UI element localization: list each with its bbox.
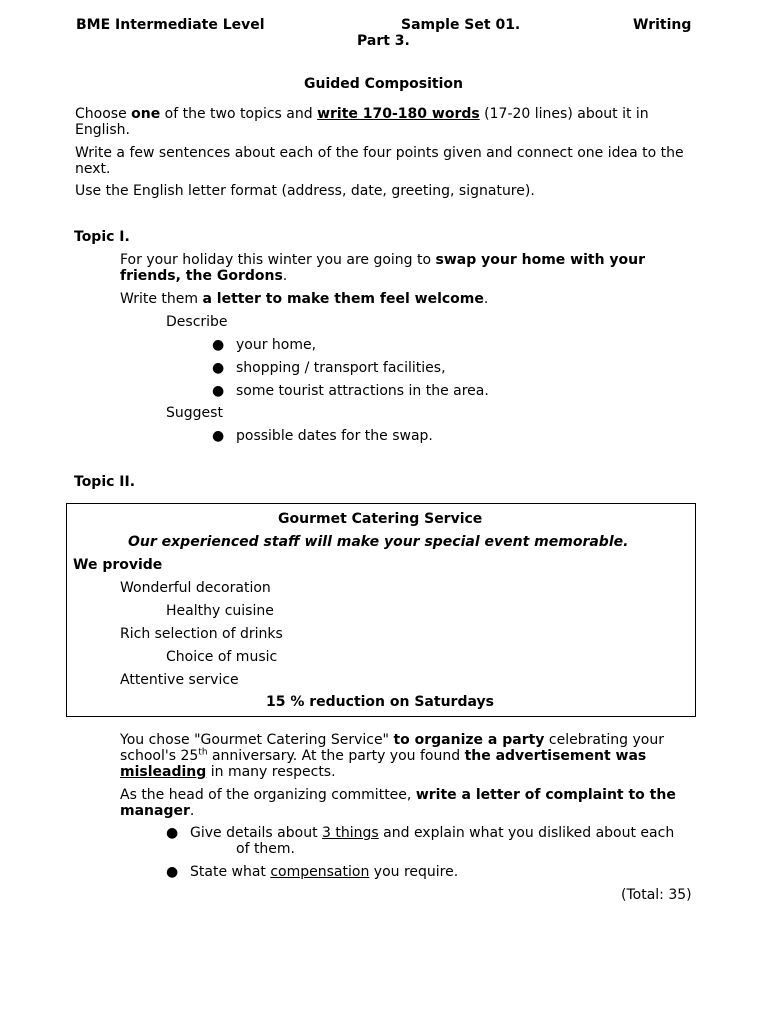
describe-item: shopping / transport facilities,	[236, 360, 446, 376]
topic-2-para-2: As the head of the organizing committee, write a letter of complaint to the	[120, 787, 676, 803]
ad-title: Gourmet Catering Service	[278, 511, 483, 527]
bullet-icon: ●	[212, 337, 225, 353]
topic-1-heading: Topic I.	[74, 229, 130, 245]
topic-2-heading: Topic II.	[74, 474, 136, 490]
topic-1-intro: For your holiday this winter you are going to swap your home with your	[120, 252, 646, 268]
ad-item: Choice of music	[166, 649, 278, 665]
topic-1-write: Write them a letter to make them feel welcome.	[120, 291, 489, 307]
bullet-icon: ●	[166, 825, 179, 841]
instruction-line-2: Write a few sentences about each of the four points given and connect one idea to the	[75, 145, 684, 161]
topic-2-bullet-2: State what compensation you require.	[190, 864, 459, 880]
describe-label: Describe	[166, 314, 228, 330]
suggest-item: possible dates for the swap.	[236, 428, 433, 444]
describe-item: some tourist attractions in the area.	[236, 383, 489, 399]
bullet-icon: ●	[212, 360, 225, 376]
topic-2-para-1-line-3: misleading in many respects.	[120, 764, 336, 780]
header-part: Part 3.	[357, 33, 410, 49]
topic-1-intro-cont: friends, the Gordons.	[120, 268, 288, 284]
instruction-line-3: Use the English letter format (address, date, greeting, signature).	[75, 183, 535, 199]
ad-item: Attentive service	[120, 672, 239, 688]
instruction-line-1-cont: English.	[75, 122, 131, 138]
topic-2-bullet-1-cont: of them.	[236, 841, 296, 857]
bullet-icon: ●	[212, 428, 225, 444]
bullet-icon: ●	[166, 864, 179, 880]
bullet-icon: ●	[212, 383, 225, 399]
ad-slogan: Our experienced staff will make your special event memorable.	[128, 534, 629, 550]
ad-reduction: 15 % reduction on Saturdays	[266, 694, 494, 710]
describe-item: your home,	[236, 337, 317, 353]
ad-item: Healthy cuisine	[166, 603, 274, 619]
topic-2-para-2-cont: manager.	[120, 803, 195, 819]
header-set: Sample Set 01.	[401, 17, 521, 33]
topic-2-bullet-1: Give details about 3 things and explain what you disliked about each	[190, 825, 675, 841]
topic-2-para-1-line-2: school's 25th anniversary. At the party you found the advertisement was	[120, 747, 647, 764]
page-title: Guided Composition	[304, 76, 463, 92]
header-level: BME Intermediate Level	[76, 17, 265, 33]
instruction-line-1: Choose one of the two topics and write 170-180 words (17-20 lines) about it in	[75, 106, 649, 122]
instruction-line-2-cont: next.	[75, 161, 111, 177]
ad-item: Rich selection of drinks	[120, 626, 283, 642]
suggest-label: Suggest	[166, 405, 223, 421]
header-section: Writing	[633, 17, 692, 33]
topic-2-para-1: You chose "Gourmet Catering Service" to organize a party celebrating your	[120, 732, 664, 748]
total-points: (Total: 35)	[621, 887, 692, 903]
ad-we-provide: We provide	[73, 557, 163, 573]
ad-item: Wonderful decoration	[120, 580, 271, 596]
